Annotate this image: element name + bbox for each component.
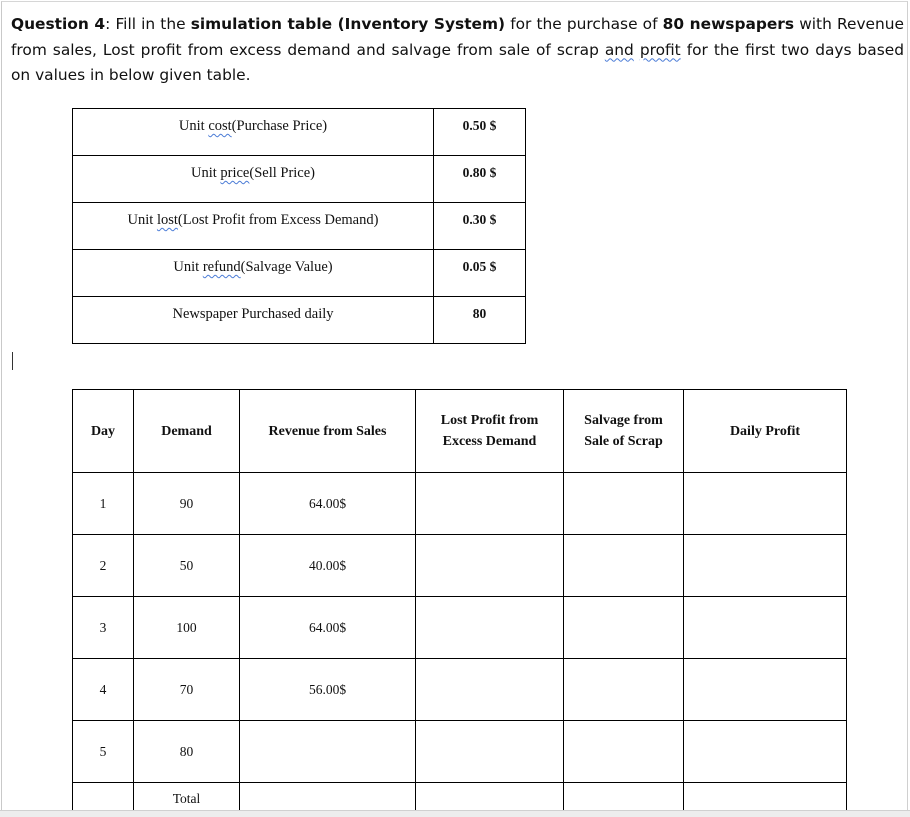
parameter-row [73, 109, 526, 156]
parameter-label[interactable] [73, 297, 434, 344]
total-label[interactable]: Total [134, 783, 240, 811]
question-part3: with Revenue from sales, Lost profit from excess demand and salvage from sale of scrap [11, 15, 905, 59]
parameter-label[interactable] [73, 109, 434, 156]
total-cell-salvage[interactable] [564, 783, 684, 811]
parameter-row [73, 203, 526, 250]
parameter-label[interactable] [73, 203, 434, 250]
parameter-value[interactable]: 80 [434, 297, 526, 344]
simulation-header-row [73, 390, 847, 473]
simulation-row-day-1 [73, 473, 847, 535]
cell-salvage[interactable] [564, 597, 684, 659]
spelling-flag-word: refund [202, 259, 241, 275]
cell-day[interactable]: 5 [73, 721, 134, 783]
simulation-row-day-5 [73, 721, 847, 783]
cell-revenue[interactable] [240, 721, 416, 783]
text-cursor [12, 352, 13, 370]
question-part2: for the purchase of [505, 15, 663, 33]
cell-lost[interactable] [416, 659, 564, 721]
parameter-label[interactable] [73, 156, 434, 203]
header-revenue: Revenue from Sales [240, 390, 416, 473]
parameter-value[interactable]: 0.30 $ [434, 203, 526, 250]
parameter-label-prefix: Unit [178, 118, 209, 134]
total-cell-profit[interactable] [684, 783, 847, 811]
cell-revenue[interactable]: 56.00$ [240, 659, 416, 721]
parameter-label-suffix: (Purchase Price) [231, 118, 328, 134]
cell-lost[interactable] [416, 597, 564, 659]
spelling-flag-word: lost [156, 212, 178, 228]
question-number: Question 4 [11, 15, 106, 33]
cell-day[interactable]: 3 [73, 597, 134, 659]
spelling-flag-word: cost [208, 118, 232, 134]
cell-lost[interactable] [416, 721, 564, 783]
header-demand: Demand [134, 390, 240, 473]
cell-profit[interactable] [684, 597, 847, 659]
question-text [11, 12, 904, 89]
question-bold-table: simulation table (Inventory System) [190, 15, 506, 33]
parameter-label-prefix: Unit [190, 165, 221, 181]
cell-day[interactable]: 2 [73, 535, 134, 597]
question-part5: for the first two days based on values in below given table. [11, 40, 904, 84]
cell-profit[interactable] [684, 659, 847, 721]
parameter-label-suffix: (Salvage Value) [240, 259, 333, 275]
total-cell-day[interactable] [73, 783, 134, 811]
cell-demand[interactable]: 90 [134, 473, 240, 535]
parameters-table [72, 108, 526, 344]
cell-profit[interactable] [684, 535, 847, 597]
simulation-total-row [73, 783, 847, 811]
question-colon: : [105, 15, 111, 33]
simulation-table [72, 389, 847, 810]
parameter-value[interactable]: 0.05 $ [434, 250, 526, 297]
cell-demand[interactable]: 70 [134, 659, 240, 721]
parameter-row [73, 250, 526, 297]
total-cell-revenue[interactable] [240, 783, 416, 811]
parameter-label-prefix: Newspaper Purchased daily [172, 306, 334, 322]
header-lost-line2: Excess Demand [442, 434, 537, 449]
simulation-row-day-4 [73, 659, 847, 721]
parameter-value[interactable]: 0.50 $ [434, 109, 526, 156]
parameter-row [73, 297, 526, 344]
header-salvage-line1: Salvage from [584, 413, 663, 428]
cell-revenue[interactable]: 40.00$ [240, 535, 416, 597]
header-salvage-line2: Sale of Scrap [584, 434, 663, 449]
parameter-label-suffix: (Sell Price) [249, 165, 316, 181]
simulation-row-day-3 [73, 597, 847, 659]
header-lost-profit [416, 390, 564, 473]
cell-salvage[interactable] [564, 721, 684, 783]
cell-demand[interactable]: 50 [134, 535, 240, 597]
parameter-label-prefix: Unit [127, 212, 157, 228]
cell-day[interactable]: 4 [73, 659, 134, 721]
cell-salvage[interactable] [564, 659, 684, 721]
parameter-label-prefix: Unit [173, 259, 203, 275]
total-cell-lost[interactable] [416, 783, 564, 811]
cell-day[interactable]: 1 [73, 473, 134, 535]
header-salvage [564, 390, 684, 473]
cell-salvage[interactable] [564, 473, 684, 535]
spelling-flag-word: price [220, 165, 250, 181]
simulation-row-day-2 [73, 535, 847, 597]
cell-revenue[interactable]: 64.00$ [240, 597, 416, 659]
cell-profit[interactable] [684, 721, 847, 783]
grammar-flag-and[interactable]: and [604, 40, 634, 59]
header-daily-profit: Daily Profit [684, 390, 847, 473]
parameter-label[interactable] [73, 250, 434, 297]
cell-profit[interactable] [684, 473, 847, 535]
header-lost-line1: Lost Profit from [440, 413, 539, 428]
cell-lost[interactable] [416, 473, 564, 535]
question-bold-count: 80 newspapers [662, 15, 795, 33]
parameter-label-suffix: (Lost Profit from Excess Demand) [177, 212, 379, 228]
parameter-row [73, 156, 526, 203]
header-day: Day [73, 390, 134, 473]
document-page [1, 1, 908, 810]
grammar-flag-profit[interactable]: profit [639, 40, 681, 59]
question-part1: Fill in the [110, 15, 191, 33]
parameter-value[interactable]: 0.80 $ [434, 156, 526, 203]
cell-lost[interactable] [416, 535, 564, 597]
cell-revenue[interactable]: 64.00$ [240, 473, 416, 535]
cell-salvage[interactable] [564, 535, 684, 597]
cell-demand[interactable]: 100 [134, 597, 240, 659]
cell-demand[interactable]: 80 [134, 721, 240, 783]
